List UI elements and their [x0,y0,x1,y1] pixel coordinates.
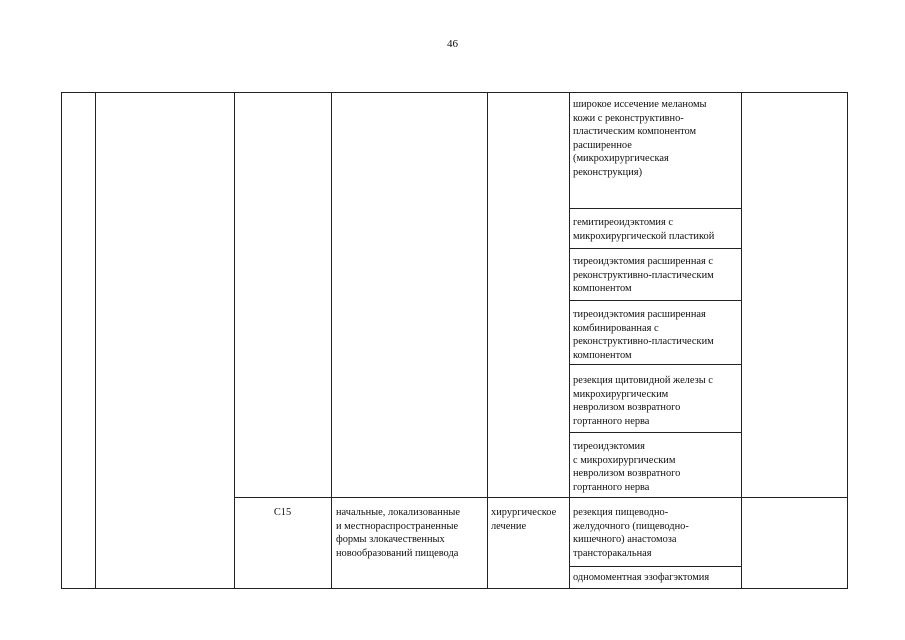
column-divider [569,92,570,589]
row-divider [569,432,741,433]
diagnosis-code: C15 [273,507,292,518]
row-divider [569,208,741,209]
table-border-bottom [61,588,848,589]
method-cell: тиреоидэктомия расширенная комбинированная с реконструктивно-пластическим компонентом [573,309,714,361]
method-cell: широкое иссечение меланомы кожи с реконструктивно- пластическим компонентом расширенное (микрохирургическая реконструкция) [573,99,707,178]
column-divider [331,92,332,589]
row-divider [569,300,741,301]
row-divider [569,566,741,567]
row-divider [569,364,741,365]
method-cell: гемитиреоидэктомия с микрохирургической пластикой [573,217,715,242]
column-divider [95,92,96,589]
group-divider [234,497,847,498]
method-cell: резекция пищеводно- желудочного (пищеводно- кишечного) анастомоза трансторакальная [573,507,689,559]
column-divider [487,92,488,589]
method-cell: одномоментная эзофагэктомия [573,572,710,583]
diagnosis-description: начальные, локализованные и местнораспространенные формы злокачественных новообразований пищевода [336,507,461,559]
table-border-left [61,92,62,589]
treatment-type: хирургическое лечение [491,507,557,532]
method-cell: тиреоидэктомия с микрохирургическим невролизом возвратного гортанного нерва [573,441,681,493]
method-cell: тиреоидэктомия расширенная с реконструктивно-пластическим компонентом [573,256,714,295]
procedures-table [61,92,848,589]
page-number: 46 [447,38,458,50]
table-border-top [61,92,848,93]
row-divider [569,248,741,249]
table-border-right [847,92,848,589]
column-divider [741,92,742,589]
method-cell: резекция щитовидной железы с микрохирургическим невролизом возвратного гортанного нерва [573,375,713,427]
